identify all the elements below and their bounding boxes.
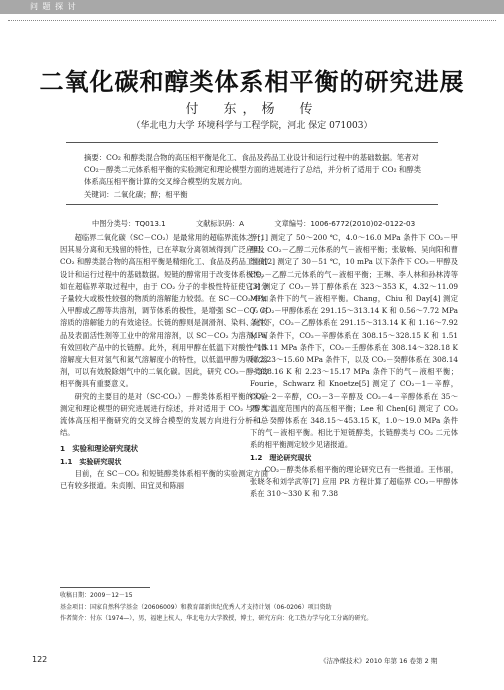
clc-number: 中图分类号：TQ013.1 bbox=[92, 219, 166, 228]
paper-title: 二氧化碳和醇类体系相平衡的研究进展 bbox=[39, 68, 465, 96]
body-column-left bbox=[60, 232, 268, 492]
classification-line bbox=[92, 219, 452, 229]
abstract: 摘要：CO₂ 和醇类混合物的高压相平衡是化工、食品及药品工业设计和运行过程中的基础数据。笔者对 CO₂－醇类二元体系相平衡的实验测定和理论模型方面的进展进行了总结，并分析了适用于 CO₂ 和醇类体系高压相平衡计算的交叉缔合模型的发展方向。 bbox=[84, 153, 422, 186]
aim-paragraph: 研究的主要目的是对（SC-CO₂）－醇类体系相平衡的实验测定和理论模型的研究进展进行综述，并对适用于 CO₂ 与醇类流体高压相平衡研究的交叉缔合模型的发展方向进行分析和总结。 bbox=[60, 391, 268, 438]
document-code: 文献标识码：A bbox=[196, 219, 245, 228]
affiliation: （华北电力大学 环境科学与工程学院，河北 保定 071003） bbox=[131, 121, 373, 131]
footnote-rule bbox=[60, 587, 150, 588]
body-column-right bbox=[250, 232, 458, 500]
theory-paragraph: CO₂－醇类体系相平衡的理论研究已有一些报道。王伟丽，张晓冬和刘学武等[7] 应用 PR 方程计算了超临界 CO₂－甲醇体系在 310～330 K 和 7.38 bbox=[250, 464, 458, 499]
page-number: 122 bbox=[32, 655, 48, 664]
fund-note: 基金项目：国家自然科学基金（20606009）和教育部新世纪优秀人才支持计划（06-0206）项目资助 bbox=[60, 603, 332, 611]
keywords: 关键词：二氧化碳；醇；相平衡 bbox=[84, 190, 188, 199]
experimental-continued: 等[1] 测定了 50～200 ℃，4.0～16.0 MPa 条件下 CO₂－甲醇及 CO₂－乙醇二元体系的气－液相平衡；张敏畅、吴向阳和曹维良[2] 测定了 30－51 ℃，10 mPa 以下条件下 CO₂－甲醇及 CO₂－乙醇二元体系的气－液相平衡；王琳、李人林和孙林涛等[3] 测定了 CO₂－异丁醇体系在 323～353 K，4.32～11.09 MPa 条件下的气－液相平衡。Chang，Chiu 和 Day[4] 测定了 CO₂－甲醇体系在 291.15～313.14 K 和 0.56～7.72 MPa 条件下，CO₂－乙醇体系在 291.15～313.14 K 和 1.16～7.92 MPa 条件下，CO₂－辛醇体系在 308.15～328.15 K 和 1.51～15.11 MPa 条件下，CO₂－壬醇体系在 308.14～328.18 K 和 2.23～15.60 MPa 条件下，以及 CO₂－癸醇体系在 308.14～328.16 K 和 2.23～15.17 MPa 条件下的气－液相平衡；Fourie，Schwarz 和 Knoetze[5] 测定了 CO₂－1－辛醇，CO₂－2－辛醇，CO₂－3－辛醇及 CO₂－4－辛醇体系在 35～75 ℃温度范围内的高压相平衡；Lee 和 Chen[6] 测定了 CO₂－1－癸醇体系在 348.15～453.15 K，1.0～19.0 MPa 条件下的气－液相平衡。相比于短链醇类，长链醇类与 CO₂ 二元体系的相平衡测定较少见诸报道。 bbox=[250, 233, 458, 450]
abstract-bottom-rule bbox=[66, 204, 438, 205]
author-bio: 作者简介：付东（1974—），男，福建上杭人，华北电力大学教授，博士，研究方向：化工热力学与化工分离的研究。 bbox=[60, 615, 373, 622]
header-dotted-rule bbox=[8, 20, 496, 21]
intro-paragraph: 超临界二氧化碳（SC－CO₂）是最常用的超临界流体之一，因其易分离和无残留的特性，已在萃取分离领域得到广泛应用。CO₂ 和醇类混合物的高压相平衡是精细化工、食品及药品工业的设计和运行过程中的基础数据。短链的醇常用于改变体系极性，如在超临界萃取过程中，由于 CO₂ 分子的非极性特征使它对分子量较大或极性较强的物质的溶解能力较弱。在 SC－CO₂ 中加入甲醇或乙醇等共溶剂，调节体系的极性，是增强 SC－CO₂ 对溶质的溶解能力的有效途径。长链的醇则是洞滑剂、染料、化妆品及表面活性剂等工业中的常用溶剂，以 SC－CO₂ 为溶剂，可有效回收产品中的长链醇。此外，利用甲醇在低温下对酸性气体溶解度大但对氢气和氮气溶解度小的特性，以低温甲醇为吸收溶剂，可以有效脱除烟气中的二氧化碳。因此，研究 CO₂－醇类的相平衡具有重要意义。 bbox=[60, 233, 268, 389]
journal-citation: 《洁净煤技术》2010 年第 16 卷第 2 期 bbox=[320, 657, 438, 665]
subsection-heading-1-2: 1.2 理论研究现状 bbox=[250, 453, 312, 462]
experimental-paragraph: 目前，在 SC－CO₂ 和短链醇类体系相平衡的实验测定方面已有较多报道。朱贞刚、田宜灵和陈丽 bbox=[60, 468, 268, 491]
abstract-top-rule bbox=[66, 142, 438, 143]
column-label: 问 题 探 讨 bbox=[30, 2, 77, 11]
subsection-heading-1-1: 1.1 实验研究现状 bbox=[60, 457, 122, 466]
author-line: 付 东，杨 传 bbox=[185, 102, 319, 117]
received-date: 收稿日期：2009－12－15 bbox=[60, 592, 133, 599]
section-heading-1: 1 实验和理论研究现状 bbox=[60, 444, 139, 454]
footnotes bbox=[60, 590, 460, 625]
article-id: 文章编号：1006-6772(2010)02-0122-03 bbox=[274, 219, 416, 228]
